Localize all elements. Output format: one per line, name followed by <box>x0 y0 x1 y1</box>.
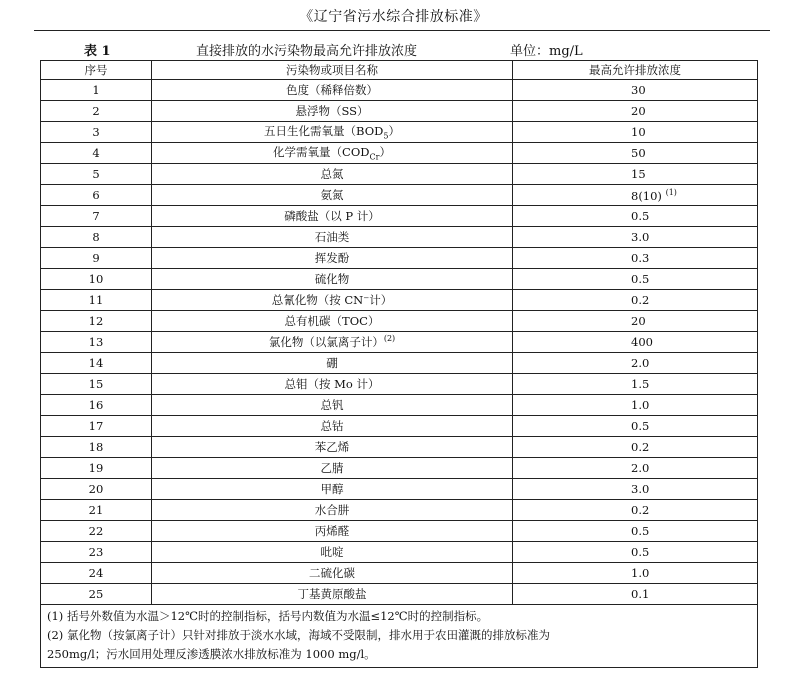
max-concentration <box>513 206 758 227</box>
max-concentration-value: 2.0 <box>631 461 650 475</box>
max-concentration-value: 0.5 <box>631 419 650 433</box>
pollutant-name <box>152 227 513 248</box>
max-concentration-value: 30 <box>631 83 646 97</box>
max-concentration <box>513 80 758 101</box>
pollutant-name <box>152 584 513 605</box>
row-number: 2 <box>41 101 152 122</box>
table-row <box>41 353 758 374</box>
max-concentration-value: 3.0 <box>631 482 650 496</box>
max-concentration <box>513 164 758 185</box>
max-concentration <box>513 416 758 437</box>
max-concentration <box>513 374 758 395</box>
pollutant-name-text: 总钴 <box>320 419 344 433</box>
pollutant-name <box>152 542 513 563</box>
header-rule <box>34 30 770 31</box>
emission-table <box>40 60 758 668</box>
table-row <box>41 437 758 458</box>
max-concentration <box>513 143 758 164</box>
pollutant-name <box>152 479 513 500</box>
row-number: 13 <box>41 332 152 353</box>
table-row <box>41 311 758 332</box>
max-concentration-value: 1.0 <box>631 398 650 412</box>
table-row <box>41 584 758 605</box>
pollutant-name-text: 悬浮物（SS） <box>295 104 369 118</box>
row-number: 9 <box>41 248 152 269</box>
max-concentration-value: 8(10) <box>631 188 662 203</box>
table-row <box>41 227 758 248</box>
max-concentration <box>513 290 758 311</box>
max-concentration-value: 0.2 <box>631 503 650 517</box>
note-3: 250mg/l；污水回用处理反渗透膜浓水排放标准为 1000 mg/l。 <box>47 647 376 661</box>
row-number: 25 <box>41 584 152 605</box>
max-concentration <box>513 479 758 500</box>
pollutant-name <box>152 185 513 206</box>
row-number: 24 <box>41 563 152 584</box>
max-concentration <box>513 311 758 332</box>
pollutant-name <box>152 269 513 290</box>
max-concentration <box>513 521 758 542</box>
pollutant-name <box>152 563 513 584</box>
max-concentration <box>513 227 758 248</box>
header-name: 污染物或项目名称 <box>152 61 513 80</box>
notes-row <box>41 605 758 668</box>
max-concentration-value: 0.2 <box>631 293 650 307</box>
pollutant-name-tail: ） <box>379 145 391 160</box>
row-number: 22 <box>41 521 152 542</box>
max-concentration <box>513 563 758 584</box>
max-concentration-value: 20 <box>631 104 646 118</box>
max-concentration-value: 0.3 <box>631 251 650 265</box>
max-concentration <box>513 437 758 458</box>
max-concentration <box>513 185 758 206</box>
max-concentration <box>513 269 758 290</box>
pollutant-name-text: 五日生化需氧量（BOD <box>264 124 384 139</box>
row-number: 1 <box>41 80 152 101</box>
pollutant-name-text: 总氰化物（按 CN⁻计） <box>271 293 393 307</box>
max-concentration-value: 0.5 <box>631 524 650 538</box>
table-header-row <box>41 61 758 80</box>
notes-cell <box>41 605 758 668</box>
table-row <box>41 164 758 185</box>
table-row <box>41 248 758 269</box>
max-concentration-value: 0.5 <box>631 545 650 559</box>
pollutant-name-text: 总钼（按 Mo 计） <box>284 377 380 391</box>
table-row <box>41 563 758 584</box>
table-row <box>41 290 758 311</box>
document-title: 《辽宁省污水综合排放标准》 <box>299 9 488 25</box>
row-number: 16 <box>41 395 152 416</box>
row-number: 7 <box>41 206 152 227</box>
header-no: 序号 <box>41 61 152 80</box>
row-number: 10 <box>41 269 152 290</box>
table-row <box>41 479 758 500</box>
pollutant-name <box>152 290 513 311</box>
row-number: 23 <box>41 542 152 563</box>
pollutant-name <box>152 353 513 374</box>
max-concentration-value: 1.5 <box>631 377 650 391</box>
row-number: 3 <box>41 122 152 143</box>
max-concentration <box>513 332 758 353</box>
pollutant-name <box>152 500 513 521</box>
row-number: 15 <box>41 374 152 395</box>
pollutant-name-text: 甲醇 <box>320 482 344 496</box>
note-1: (1) 括号外数值为水温＞12℃时的控制指标，括号内数值为水温≤12℃时的控制指标。 <box>47 609 489 623</box>
row-number: 11 <box>41 290 152 311</box>
pollutant-name <box>152 206 513 227</box>
max-concentration-value: 3.0 <box>631 230 650 244</box>
pollutant-name <box>152 458 513 479</box>
pollutant-name <box>152 248 513 269</box>
pollutant-name <box>152 122 513 143</box>
max-concentration <box>513 395 758 416</box>
max-concentration-value: 0.5 <box>631 272 650 286</box>
pollutant-name-text: 二硫化碳 <box>309 566 355 580</box>
table-row <box>41 185 758 206</box>
max-concentration-value: 400 <box>631 335 653 349</box>
row-number: 4 <box>41 143 152 164</box>
table-row <box>41 80 758 101</box>
max-concentration-value: 0.5 <box>631 209 650 223</box>
max-concentration-value: 1.0 <box>631 566 650 580</box>
max-concentration-value: 20 <box>631 314 646 328</box>
pollutant-name-text: 氯化物（以氯离子计） <box>268 335 384 349</box>
table-label: 表 1 <box>84 44 111 59</box>
pollutant-name-text: 乙腈 <box>320 461 344 475</box>
table-unit: 单位：mg/L <box>510 44 583 59</box>
row-number: 20 <box>41 479 152 500</box>
row-number: 19 <box>41 458 152 479</box>
pollutant-name-text: 丁基黄原酸盐 <box>297 587 367 601</box>
row-number: 17 <box>41 416 152 437</box>
pollutant-name <box>152 374 513 395</box>
max-concentration-value: 0.2 <box>631 440 650 454</box>
pollutant-name-text: 总钒 <box>320 398 344 412</box>
table-title: 直接排放的水污染物最高允许排放浓度 <box>196 44 418 59</box>
table-row <box>41 542 758 563</box>
max-concentration-value: 50 <box>631 146 646 160</box>
pollutant-name-text: 硼 <box>326 356 338 370</box>
pollutant-name-text: 苯乙烯 <box>314 440 350 454</box>
pollutant-name-text: 化学需氧量（COD <box>273 145 370 160</box>
table-row <box>41 458 758 479</box>
row-number: 6 <box>41 185 152 206</box>
table-row <box>41 122 758 143</box>
pollutant-name <box>152 311 513 332</box>
table-row <box>41 500 758 521</box>
pollutant-name-text: 磷酸盐（以 P 计） <box>284 209 380 223</box>
table-row <box>41 101 758 122</box>
row-number: 18 <box>41 437 152 458</box>
pollutant-name-text: 氨氮 <box>320 188 344 202</box>
pollutant-name <box>152 164 513 185</box>
pollutant-name <box>152 143 513 164</box>
pollutant-name-note-ref: (2) <box>383 334 396 344</box>
max-concentration <box>513 122 758 143</box>
max-concentration <box>513 248 758 269</box>
pollutant-name-text: 石油类 <box>314 230 350 244</box>
row-number: 12 <box>41 311 152 332</box>
max-concentration <box>513 584 758 605</box>
max-concentration <box>513 353 758 374</box>
max-concentration-value: 15 <box>631 167 646 181</box>
pollutant-name <box>152 395 513 416</box>
table-row <box>41 269 758 290</box>
max-concentration <box>513 101 758 122</box>
max-concentration <box>513 542 758 563</box>
table-row <box>41 332 758 353</box>
row-number: 21 <box>41 500 152 521</box>
header-value: 最高允许排放浓度 <box>513 61 758 80</box>
table-row <box>41 206 758 227</box>
note-2: (2) 氯化物（按氯离子计）只针对排放于淡水水域，海域不受限制，排水用于农田灌溉的排放标准为 <box>47 628 550 642</box>
max-concentration <box>513 500 758 521</box>
max-concentration <box>513 458 758 479</box>
pollutant-name-text: 总有机碳（TOC） <box>284 314 380 328</box>
pollutant-name-text: 吡啶 <box>320 545 344 559</box>
table-row <box>41 416 758 437</box>
pollutant-name-text: 总氮 <box>320 167 344 181</box>
row-number: 8 <box>41 227 152 248</box>
pollutant-name-text: 水合肼 <box>314 503 350 517</box>
pollutant-name <box>152 437 513 458</box>
value-note-ref: (1) <box>665 187 677 197</box>
pollutant-name-text: 丙烯醛 <box>314 524 350 538</box>
pollutant-name <box>152 521 513 542</box>
table-row <box>41 395 758 416</box>
pollutant-name <box>152 332 513 353</box>
pollutant-name <box>152 101 513 122</box>
row-number: 14 <box>41 353 152 374</box>
pollutant-name <box>152 416 513 437</box>
pollutant-name-subscript: 5 <box>383 131 389 141</box>
table-caption <box>70 40 747 60</box>
pollutant-name-subscript: Cr <box>369 152 380 162</box>
table-row <box>41 521 758 542</box>
max-concentration-value: 0.1 <box>631 587 650 601</box>
table-row <box>41 143 758 164</box>
pollutant-name-tail: ） <box>388 124 400 139</box>
max-concentration-value: 2.0 <box>631 356 650 370</box>
pollutant-name-text: 硫化物 <box>314 272 350 286</box>
pollutant-name-text: 挥发酚 <box>314 251 350 265</box>
table-row <box>41 374 758 395</box>
max-concentration-value: 10 <box>631 125 646 139</box>
pollutant-name-text: 色度（稀释倍数） <box>286 83 378 97</box>
pollutant-name <box>152 80 513 101</box>
row-number: 5 <box>41 164 152 185</box>
